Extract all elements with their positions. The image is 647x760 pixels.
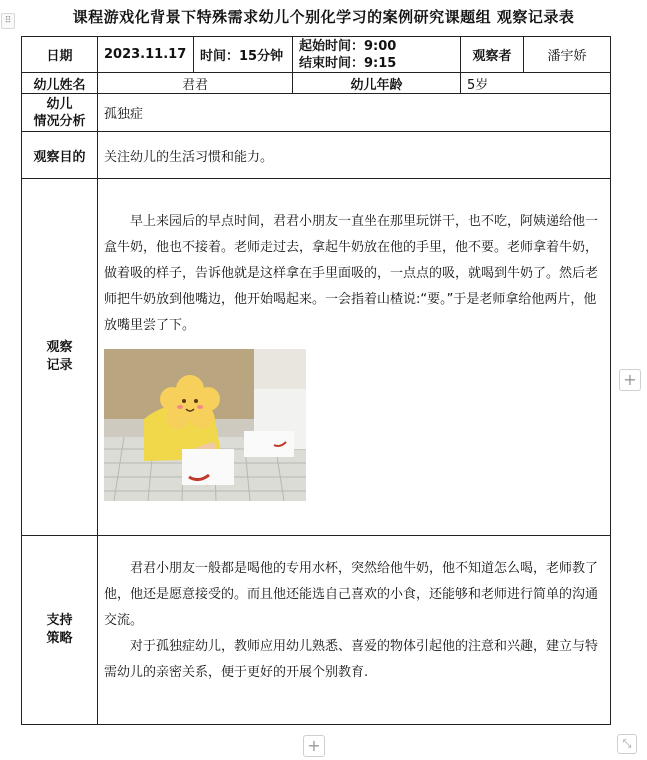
purpose-label: 观察目的 xyxy=(22,132,98,179)
record-label-line1: 观察 xyxy=(46,340,73,355)
record-label-line2: 记录 xyxy=(46,358,73,373)
observer-value: 潘宇娇 xyxy=(524,37,611,73)
date-label: 日期 xyxy=(22,37,98,73)
row-record xyxy=(22,179,611,536)
drag-handle-icon[interactable]: ⠿ xyxy=(1,13,15,29)
strategy-cell xyxy=(98,536,611,725)
row-name xyxy=(22,73,611,94)
name-value: 君君 xyxy=(98,73,293,94)
observation-table xyxy=(21,36,611,725)
duration-value: 时间：15分钟 xyxy=(194,37,293,73)
analysis-label-line2: 情况分析 xyxy=(33,113,86,129)
analysis-label-line1: 幼儿 xyxy=(46,96,73,112)
strategy-paragraph-2: 对于孤独症幼儿，教师应用幼儿熟悉、喜爱的物体引起他的注意和兴趣，建立与特需幼儿的亲密关系，便于更好的开展个别教育. xyxy=(104,639,599,680)
record-cell xyxy=(98,179,611,536)
end-time: 结束时间：9:15 xyxy=(299,55,397,71)
add-column-button[interactable]: + xyxy=(619,369,641,391)
resize-table-icon[interactable]: ⤡ xyxy=(617,734,637,754)
add-row-button[interactable]: + xyxy=(303,735,325,757)
strategy-label-line2: 策略 xyxy=(46,631,73,646)
purpose-value: 关注幼儿的生活习惯和能力。 xyxy=(98,132,611,179)
strategy-label xyxy=(22,536,98,725)
observation-photo xyxy=(104,349,306,501)
observer-label: 观察者 xyxy=(461,37,524,73)
date-value: 2023.11.17 xyxy=(98,37,194,73)
strategy-paragraph-1: 君君小朋友一般都是喝他的专用水杯，突然给他牛奶，他不知道怎么喝，老师教了他，他还是愿意接受的。而且他还能选自己喜欢的小食，还能够和老师进行简单的沟通交流。 xyxy=(104,561,599,628)
row-date xyxy=(22,37,611,73)
record-text: 早上来园后的早点时间，君君小朋友一直坐在那里玩饼干，也不吃，阿姨递给他一盒牛奶，他也不接着。老师走过去，拿起牛奶放在他的手里，他不要。老师拿着牛奶，做着吸的样子，告诉他就是这样拿在手里面吸的，一点点的吸，就喝到牛奶了。然后老师把牛奶放到他嘴边，他开始喝起来。一会指着山楂说:“要。”于是老师拿给他两片，他放嘴里尝了下。 xyxy=(104,214,599,333)
record-label xyxy=(22,179,98,536)
row-strategy xyxy=(22,536,611,725)
strategy-label-line1: 支持 xyxy=(46,613,73,628)
row-purpose xyxy=(22,132,611,179)
age-value: 5岁 xyxy=(461,73,611,94)
time-range xyxy=(293,37,461,73)
start-time: 起始时间：9:00 xyxy=(299,38,397,54)
analysis-label xyxy=(22,94,98,132)
age-label: 幼儿年龄 xyxy=(293,73,461,94)
page-title: 课程游戏化背景下特殊需求幼儿个别化学习的案例研究课题组 观察记录表 xyxy=(72,8,575,26)
row-analysis xyxy=(22,94,611,132)
analysis-value: 孤独症 xyxy=(98,94,611,132)
name-label: 幼儿姓名 xyxy=(22,73,98,94)
